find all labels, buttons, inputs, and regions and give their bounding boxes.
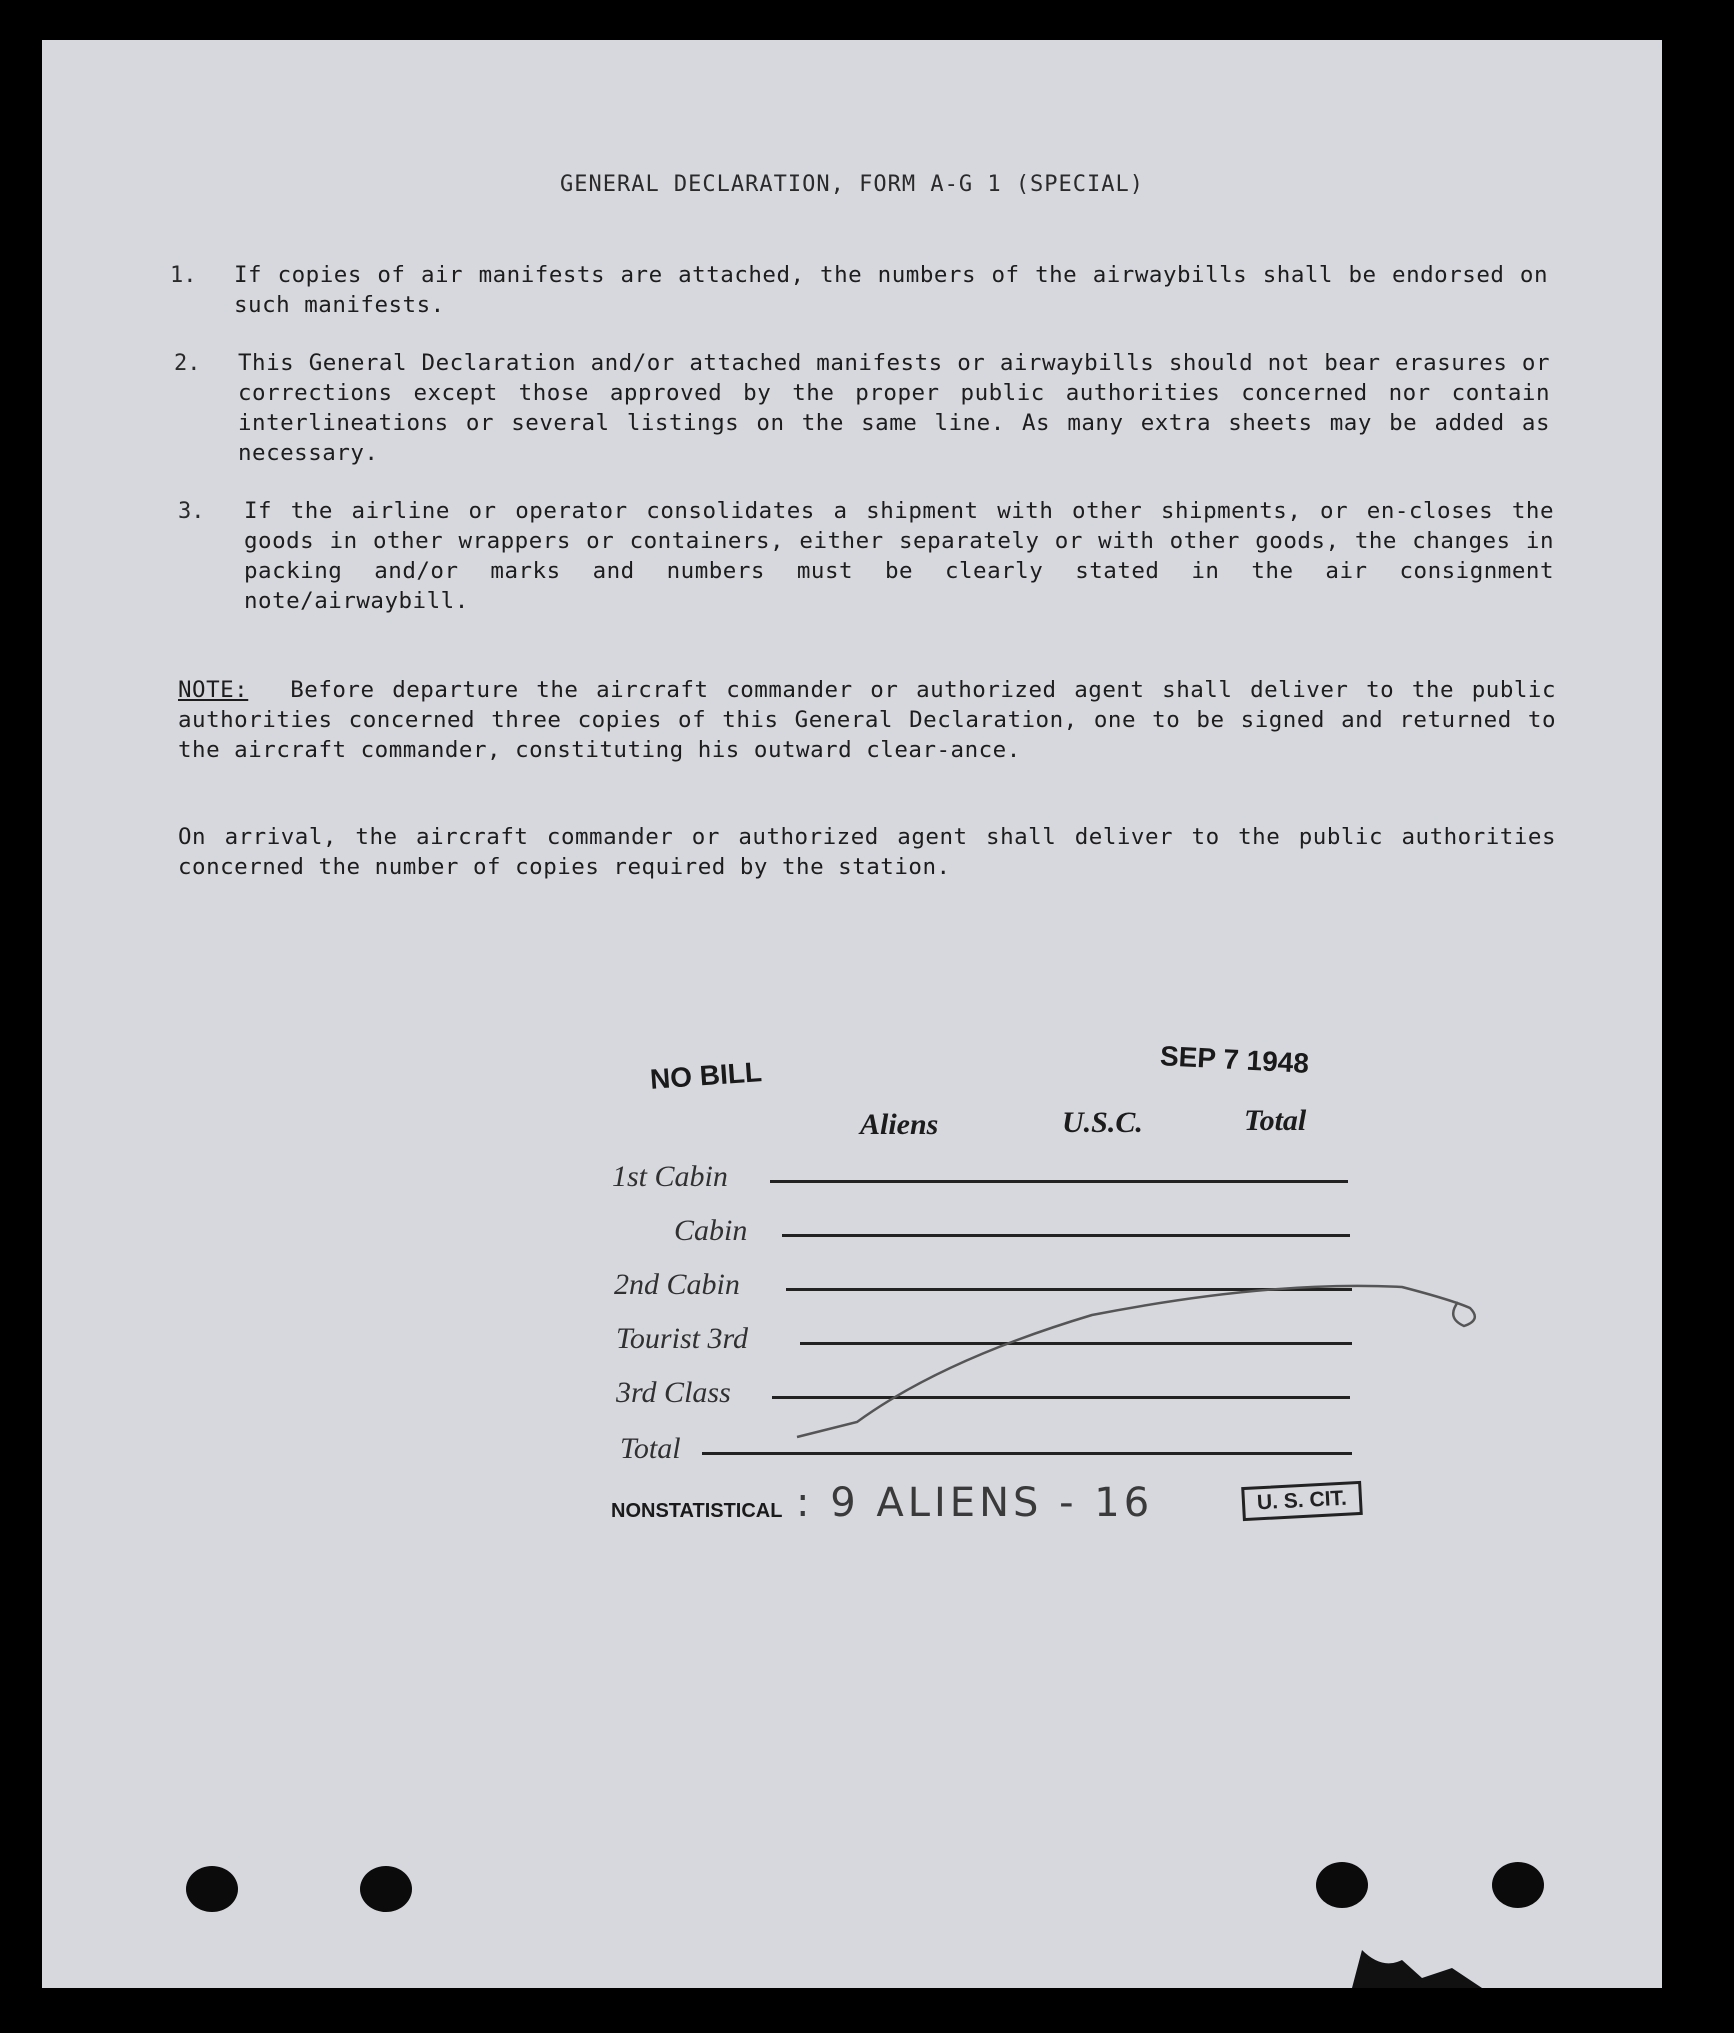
punch-hole — [1316, 1862, 1368, 1908]
handwritten-entry: : 9 ALIENS - 16 — [796, 1480, 1154, 1526]
item-text: If the airline or operator consolidates a shipment with other shipments, or en-closes the goods in other wrappers or containers, either separately or with other goods, the changes in packing and/or marks and numbers must be clearly stated in the air consignment note/airwaybill. — [244, 498, 1554, 614]
row-label-2nd-cabin: 2nd Cabin — [614, 1268, 740, 1301]
item-number: 2. — [174, 351, 201, 376]
column-header-aliens: Aliens — [860, 1108, 939, 1141]
column-header-total: Total — [1244, 1104, 1307, 1137]
pencil-mark — [42, 40, 1662, 1988]
document-title: GENERAL DECLARATION, FORM A-G 1 (SPECIAL) — [559, 172, 1145, 197]
row-label-tourist-3rd: Tourist 3rd — [616, 1322, 749, 1355]
document-page — [42, 40, 1662, 1988]
item-number: 1. — [170, 263, 197, 288]
item-number: 3. — [178, 499, 205, 524]
row-label-3rd-class: 3rd Class — [616, 1376, 731, 1409]
row-label-cabin: Cabin — [674, 1214, 748, 1247]
row-label-total: Total — [620, 1432, 681, 1465]
nonstatistical-stamp: NONSTATISTICAL — [611, 1500, 783, 1522]
arrival-paragraph: On arrival, the aircraft commander or authorized agent shall deliver to the public authorities concerned the number of copies required by the station. — [178, 824, 1556, 880]
no-bill-stamp: NO BILL — [649, 1056, 763, 1095]
item-text: If copies of air manifests are attached, the numbers of the airwaybills shall be endorsed on such manifests. — [234, 262, 1548, 318]
ink-smudge — [1342, 1930, 1512, 1988]
punch-hole — [360, 1866, 412, 1912]
note-text: Before departure the aircraft commander or authorized agent shall deliver to the public authorities concerned three copies of this General Declaration, one to be signed and returned to the aircraft commander, constituting his outward clear-ance. — [178, 677, 1556, 763]
us-cit-stamp: U. S. CIT. — [1241, 1481, 1362, 1521]
row-label-1st-cabin: 1st Cabin — [612, 1160, 728, 1193]
column-header-usc: U.S.C. — [1062, 1106, 1143, 1139]
punch-hole — [186, 1866, 238, 1912]
punch-hole — [1492, 1862, 1544, 1908]
date-stamp: SEP 7 1948 — [1159, 1040, 1310, 1079]
item-text: This General Declaration and/or attached manifests or airwaybills should not bear erasures or corrections except those approved by the proper public authorities concerned nor contain interlineations or several listings on the same line. As many extra sheets may be added as necessary. — [238, 350, 1550, 466]
note-label: NOTE: — [178, 677, 249, 703]
